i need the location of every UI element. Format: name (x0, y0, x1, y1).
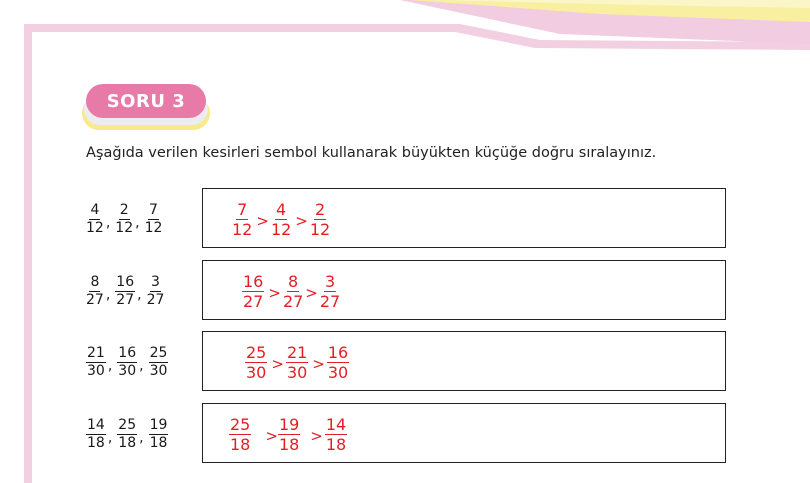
instruction-text: Aşağıda verilen kesirleri sembol kullanarak büyükten küçüğe doğru sıralayınız. (86, 145, 657, 161)
given-fraction (86, 202, 104, 237)
answer-fraction (325, 415, 347, 454)
denominator: 27 (86, 291, 104, 308)
given-fraction (147, 274, 165, 309)
given-fraction (149, 417, 169, 452)
denominator: 30 (87, 362, 105, 379)
answer-fraction (245, 343, 267, 382)
answer-ordering (229, 404, 347, 464)
given-fraction (117, 345, 137, 380)
given-fractions (86, 403, 168, 465)
numerator: 3 (324, 271, 336, 291)
denominator: 18 (149, 434, 168, 451)
numerator: 16 (118, 344, 137, 361)
answer-fraction (327, 343, 349, 382)
numerator: 4 (276, 199, 287, 219)
given-fraction (86, 345, 106, 380)
denominator: 18 (118, 434, 137, 451)
denominator: 12 (309, 219, 331, 239)
denominator: 30 (286, 362, 308, 382)
denominator: 12 (232, 219, 253, 239)
comma-separator: , (139, 430, 144, 446)
greater-than-symbol: > (265, 427, 278, 445)
greater-than-symbol: > (271, 355, 284, 373)
numerator: 21 (87, 344, 105, 361)
denominator: 18 (325, 434, 347, 454)
greater-than-symbol: > (310, 427, 323, 445)
answer-fraction (283, 272, 303, 311)
numerator: 25 (118, 416, 137, 433)
numerator: 21 (286, 342, 308, 362)
denominator: 30 (327, 362, 349, 382)
given-fraction (145, 202, 163, 237)
greater-than-symbol: > (295, 212, 308, 230)
given-fractions (86, 188, 162, 250)
badge-label: SORU 3 (86, 84, 206, 118)
answer-box[interactable] (202, 403, 726, 463)
denominator: 27 (146, 291, 165, 308)
comma-separator: , (105, 215, 111, 231)
numerator: 14 (325, 414, 347, 434)
denominator: 30 (246, 362, 267, 382)
answer-box[interactable] (202, 260, 726, 320)
answer-ordering (245, 332, 349, 392)
given-fraction (115, 274, 135, 309)
given-fraction (149, 345, 169, 380)
answer-fraction (320, 272, 340, 311)
given-fraction (117, 417, 137, 452)
numerator: 4 (90, 201, 100, 218)
comma-separator: , (107, 430, 113, 446)
numerator: 7 (237, 199, 248, 219)
answer-fraction (278, 415, 300, 454)
numerator: 8 (288, 271, 299, 291)
question-badge (86, 84, 206, 118)
comma-separator: , (107, 358, 113, 374)
comma-separator: , (139, 358, 144, 374)
numerator: 14 (87, 416, 105, 433)
greater-than-symbol: > (256, 212, 269, 230)
given-fractions (86, 260, 164, 322)
numerator: 25 (246, 342, 267, 362)
given-fraction (86, 417, 106, 452)
denominator: 30 (149, 362, 168, 379)
numerator: 25 (149, 344, 168, 361)
numerator: 3 (151, 273, 160, 290)
denominator: 12 (115, 219, 134, 236)
greater-than-symbol: > (312, 355, 325, 373)
numerator: 16 (327, 342, 349, 362)
numerator: 25 (230, 414, 251, 434)
numerator: 19 (149, 416, 168, 433)
greater-than-symbol: > (268, 284, 281, 302)
numerator: 19 (278, 414, 300, 434)
numerator: 7 (149, 201, 158, 218)
numerator: 2 (119, 201, 129, 218)
answer-fraction (229, 415, 251, 454)
given-fraction (86, 274, 104, 309)
answer-fraction (242, 272, 264, 311)
denominator: 27 (319, 291, 341, 311)
denominator: 27 (282, 291, 304, 311)
answer-ordering (232, 189, 330, 249)
answer-ordering (242, 261, 340, 321)
denominator: 27 (116, 291, 135, 308)
given-fractions (86, 331, 168, 393)
numerator: 8 (90, 273, 100, 290)
denominator: 18 (87, 434, 105, 451)
numerator: 16 (243, 271, 264, 291)
answer-fraction (271, 200, 291, 239)
denominator: 12 (86, 219, 104, 236)
answer-box[interactable] (202, 331, 726, 391)
numerator: 16 (116, 273, 135, 290)
comma-separator: , (135, 215, 140, 231)
denominator: 30 (118, 362, 137, 379)
answer-fraction (310, 200, 330, 239)
comma-separator: , (105, 287, 111, 303)
comma-separator: , (137, 287, 142, 303)
denominator: 18 (278, 434, 300, 454)
denominator: 27 (243, 291, 264, 311)
given-fraction (115, 202, 133, 237)
denominator: 12 (144, 219, 163, 236)
answer-fraction (232, 200, 252, 239)
denominator: 18 (230, 434, 251, 454)
greater-than-symbol: > (305, 284, 318, 302)
answer-box[interactable] (202, 188, 726, 248)
answer-fraction (286, 343, 308, 382)
numerator: 2 (314, 199, 326, 219)
denominator: 12 (270, 219, 292, 239)
